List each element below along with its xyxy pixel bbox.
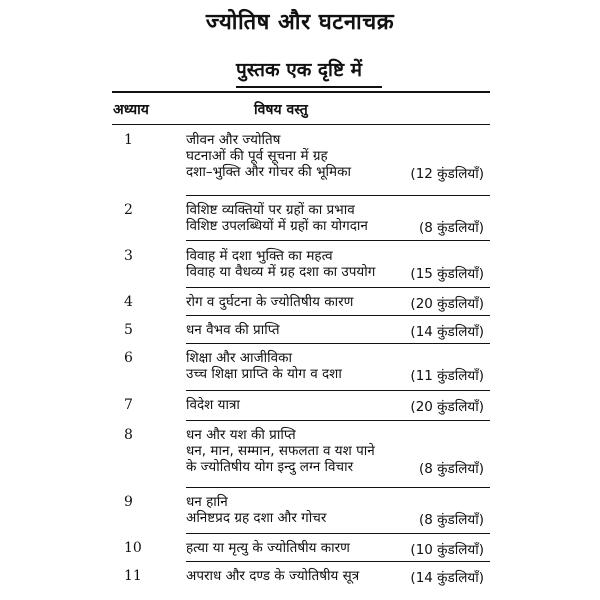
horoscope-count: (8 कुंडलियाँ) bbox=[419, 512, 484, 528]
horoscope-count: (20 कुंडलियाँ) bbox=[410, 296, 484, 312]
horoscope-count: (8 कुंडलियाँ) bbox=[419, 461, 484, 477]
horoscope-count: (8 कुंडलियाँ) bbox=[419, 220, 484, 236]
chapter-subject bbox=[186, 568, 359, 584]
row-separator bbox=[186, 195, 490, 196]
chapter-subject bbox=[186, 540, 350, 556]
column-header-subject: विषय वस्तु bbox=[254, 102, 308, 118]
book-title: ज्योतिष और घटनाचक्र bbox=[205, 10, 395, 35]
chapter-number: 1 bbox=[124, 132, 133, 148]
horoscope-count: (14 कुंडलियाँ) bbox=[410, 324, 484, 340]
subject-line: रोग व दुर्घटना के ज्योतिषीय कारण bbox=[186, 294, 354, 310]
subject-line: दशा–भुक्ति और गोचर की भूमिका bbox=[186, 164, 351, 180]
subject-line: धन और यश की प्राप्ति bbox=[186, 427, 296, 443]
chapter-number: 10 bbox=[124, 540, 142, 556]
table-header-rule bbox=[112, 124, 490, 125]
subject-line: धन हानि bbox=[186, 494, 228, 510]
row-separator bbox=[186, 287, 490, 288]
chapter-number: 7 bbox=[124, 397, 133, 413]
horoscope-count: (10 कुंडलियाँ) bbox=[410, 542, 484, 558]
chapter-number: 3 bbox=[124, 248, 133, 264]
chapter-number: 11 bbox=[124, 568, 142, 584]
chapter-subject bbox=[186, 322, 280, 338]
subject-line: विवाह में दशा भुक्ति का महत्व bbox=[186, 248, 333, 264]
chapter-number: 6 bbox=[124, 350, 133, 366]
row-separator bbox=[186, 240, 490, 241]
horoscope-count: (20 कुंडलियाँ) bbox=[410, 399, 484, 415]
chapter-subject bbox=[186, 494, 326, 526]
chapter-number: 4 bbox=[124, 294, 133, 310]
horoscope-count: (11 कुंडलियाँ) bbox=[410, 368, 484, 384]
horoscope-count: (14 कुंडलियाँ) bbox=[410, 570, 484, 586]
subject-line: अनिष्टप्रद ग्रह दशा और गोचर bbox=[186, 510, 327, 526]
subject-line: धन, मान, सम्मान, सफलता व यश पाने bbox=[186, 443, 375, 459]
chapter-subject bbox=[186, 397, 240, 413]
row-separator bbox=[186, 390, 490, 391]
subject-line: विवाह या वैधव्य में ग्रह दशा का उपयोग bbox=[186, 264, 376, 280]
chapter-subject bbox=[186, 294, 353, 310]
chapter-number: 5 bbox=[124, 322, 133, 338]
subtitle-underline bbox=[236, 86, 382, 88]
table-top-rule bbox=[112, 91, 490, 93]
row-separator bbox=[186, 533, 490, 534]
subject-line: अपराध और दण्ड के ज्योतिषीय सूत्र bbox=[186, 568, 360, 584]
horoscope-count: (12 कुंडलियाँ) bbox=[410, 166, 484, 182]
chapter-number: 9 bbox=[124, 494, 133, 510]
subject-line: धन वैभव की प्राप्ति bbox=[186, 322, 280, 338]
chapter-number: 8 bbox=[124, 427, 133, 443]
chapter-subject bbox=[186, 132, 351, 180]
row-separator bbox=[186, 420, 490, 421]
subject-line: विशिष्ट व्यक्तियों पर ग्रहों का प्रभाव bbox=[186, 202, 355, 218]
subject-line: शिक्षा और आजीविका bbox=[186, 350, 292, 366]
chapter-subject bbox=[186, 427, 375, 475]
subject-line: घटनाओं की पूर्व सूचना में ग्रह bbox=[186, 148, 328, 164]
chapter-subject bbox=[186, 202, 368, 234]
section-subtitle: पुस्तक एक दृष्टि में bbox=[236, 59, 363, 81]
subject-line: उच्च शिक्षा प्राप्ति के योग व दशा bbox=[186, 366, 342, 382]
chapter-subject bbox=[186, 350, 342, 382]
subject-line: जीवन और ज्योतिष bbox=[186, 132, 281, 148]
row-separator bbox=[186, 487, 490, 488]
row-separator bbox=[186, 561, 490, 562]
horoscope-count: (15 कुंडलियाँ) bbox=[410, 266, 484, 282]
row-separator bbox=[186, 315, 490, 316]
subject-line: हत्या या मृत्यु के ज्योतिषीय कारण bbox=[186, 540, 350, 556]
chapter-subject bbox=[186, 248, 375, 280]
subject-line: विशिष्ट उपलब्धियों में ग्रहों का योगदान bbox=[186, 218, 368, 234]
subject-line: विदेश यात्रा bbox=[186, 397, 240, 413]
chapter-number: 2 bbox=[124, 202, 133, 218]
row-separator bbox=[186, 343, 490, 344]
column-header-chapter: अध्याय bbox=[113, 102, 149, 118]
subject-line: के ज्योतिषीय योग इन्दु लग्न विचार bbox=[186, 459, 354, 475]
